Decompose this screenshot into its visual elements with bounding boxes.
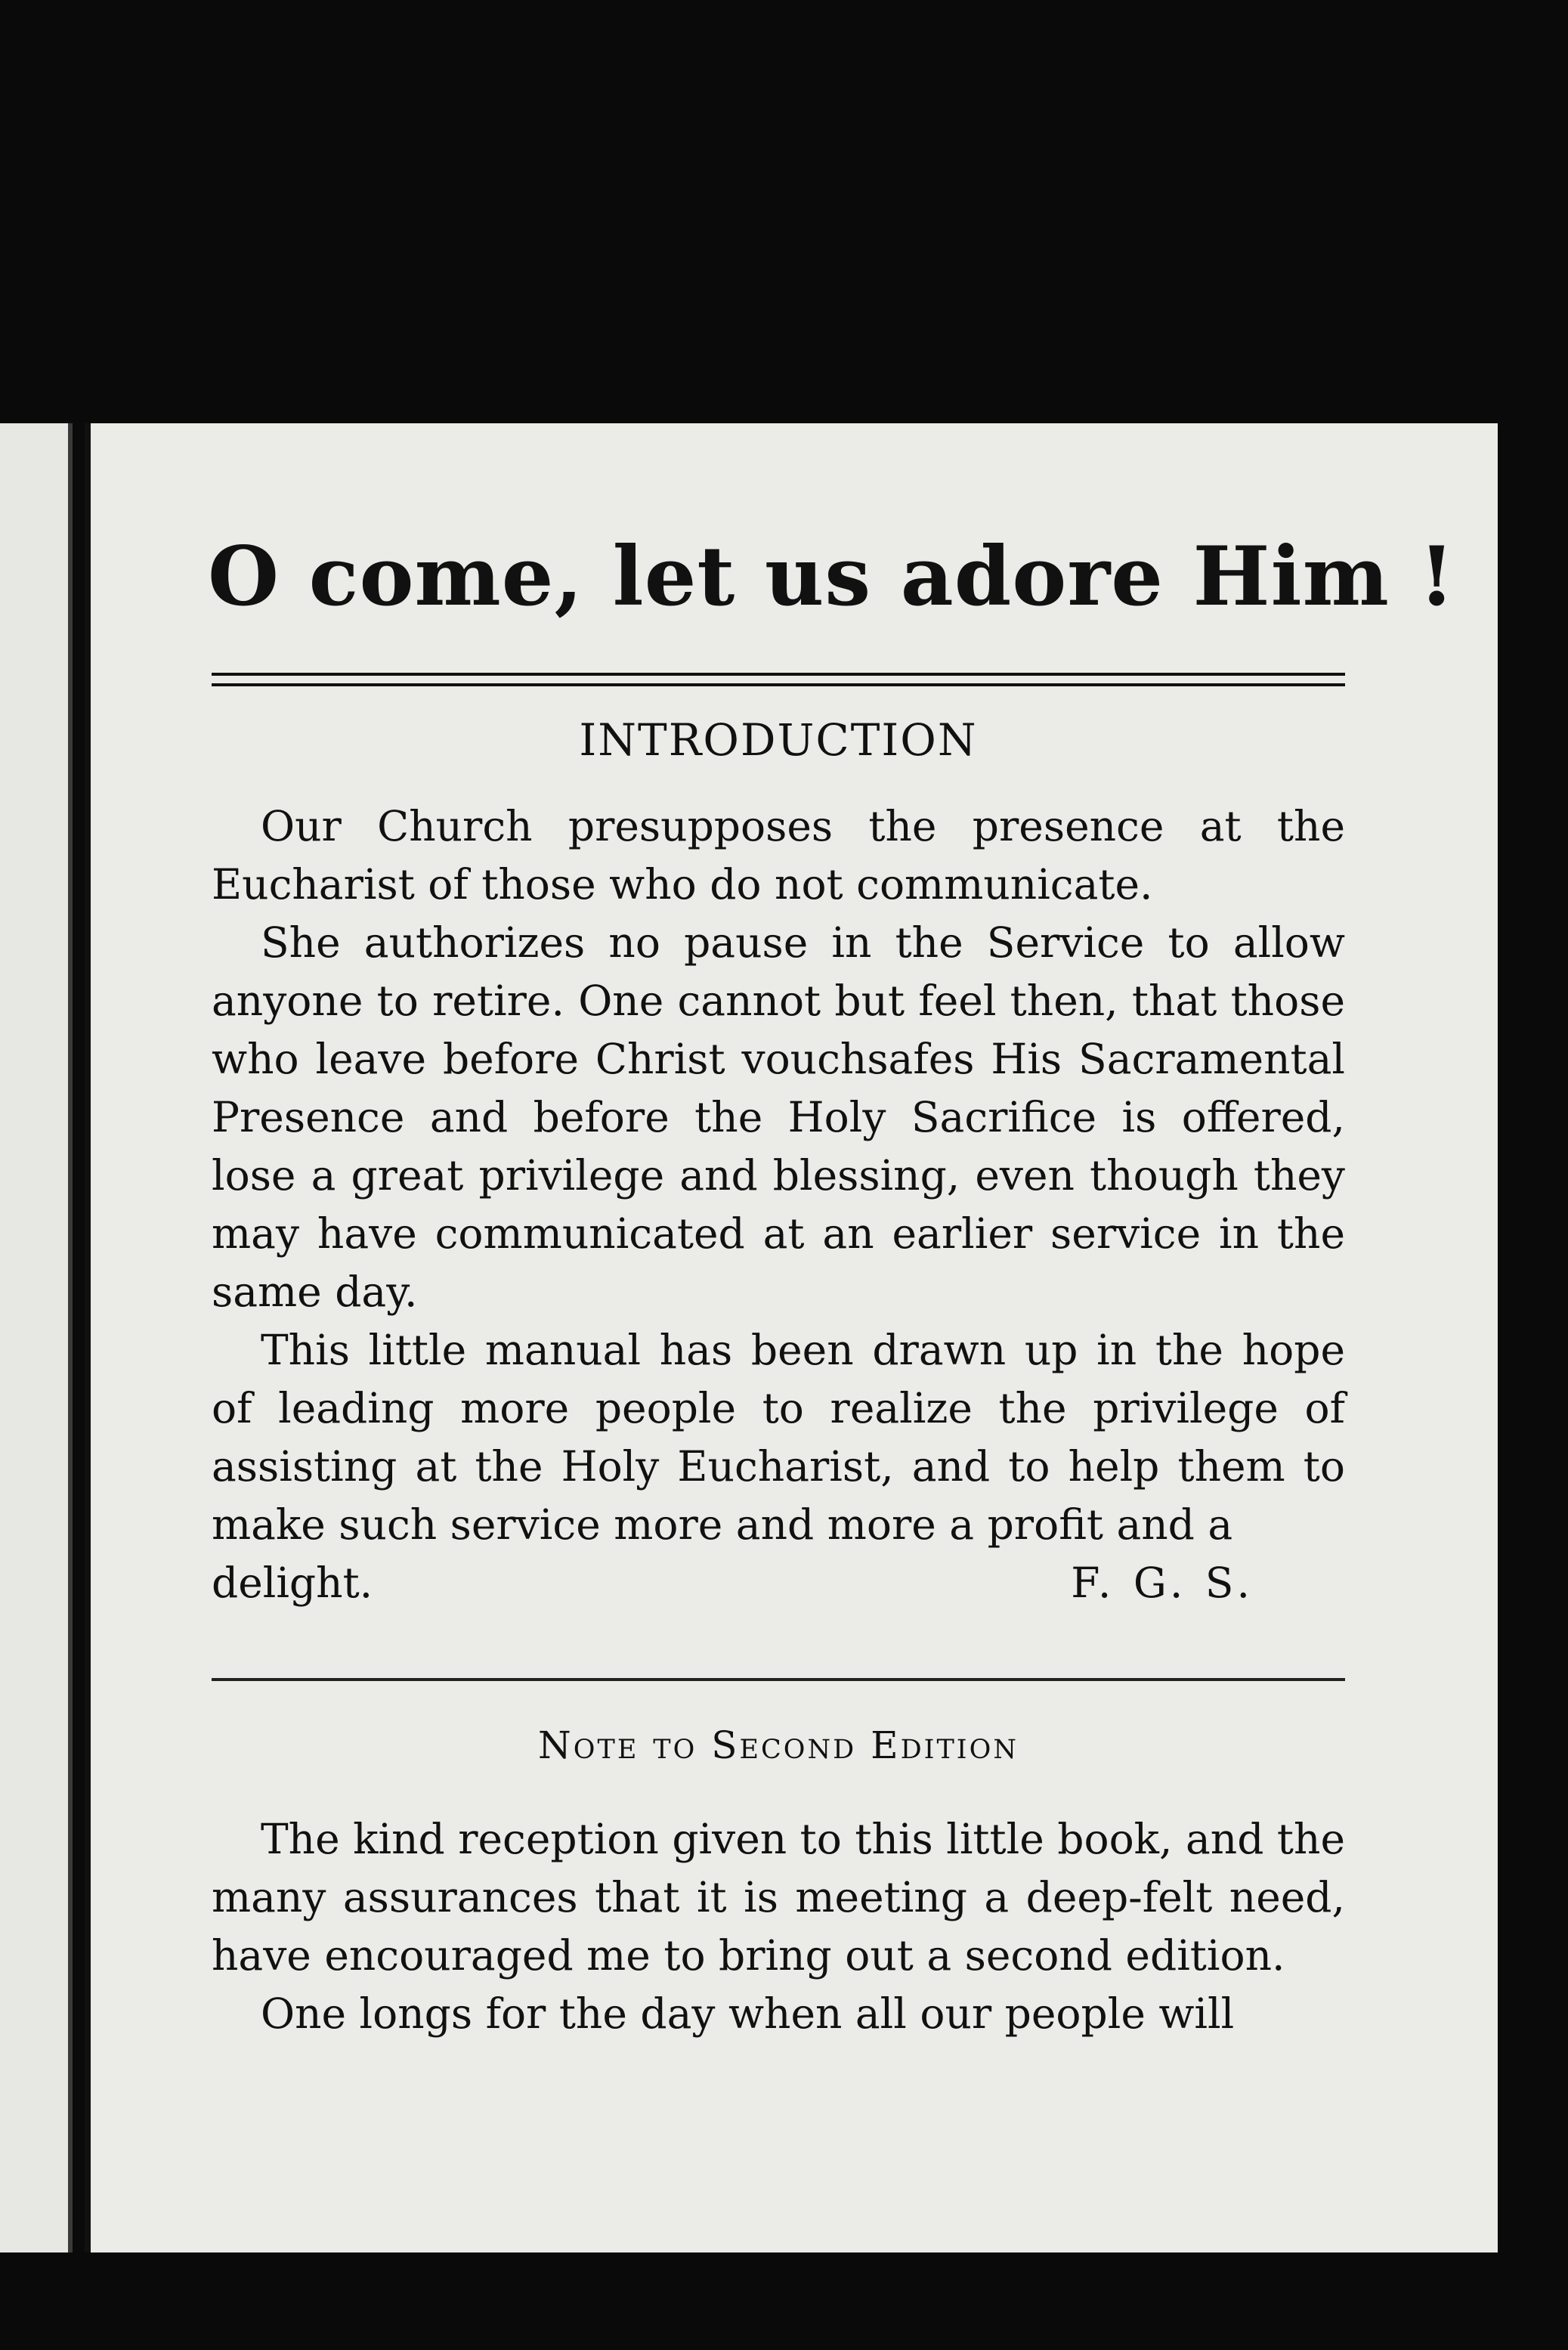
signature: F. G. S. — [1071, 1559, 1254, 1607]
note-paragraph: The kind reception given to this little book, and the many assurances that it is meeting a deep-felt need, have encouraged me to bring out a second edition. — [212, 1815, 1345, 1980]
signature-line — [212, 1554, 1345, 1612]
note-body — [212, 1810, 1345, 2043]
note-heading: Note to Second Edition — [538, 1723, 1019, 1767]
section-divider — [212, 1678, 1345, 1681]
introduction-paragraph: This little manual has been drawn up in the hope of leading more people to realize the privilege of assisting at the Holy Eucharist, and to help them to make such service more and more a profit and a — [212, 1326, 1345, 1549]
left-page-edge — [0, 423, 73, 2252]
note-paragraph: One longs for the day when all our people will — [261, 1989, 1235, 2038]
introduction-body — [212, 797, 1345, 1612]
closing-word: delight. — [212, 1559, 373, 1607]
introduction-paragraph: She authorizes no pause in the Service to allow anyone to retire. One cannot but feel then, that those who leave before Christ vouchsafes His Sacramental Presence and before the Holy Sacrifice is offered, lose a great privilege and blessing, even though they may have communicated at an earlier service in the same day. — [212, 918, 1345, 1316]
double-divider — [212, 673, 1345, 686]
page-title: O come, let us adore Him ! — [208, 529, 1455, 624]
book-page — [85, 423, 1498, 2252]
introduction-paragraph: Our Church presupposes the presence at the Eucharist of those who do not communicate. — [212, 802, 1345, 909]
introduction-heading: INTRODUCTION — [579, 714, 978, 766]
